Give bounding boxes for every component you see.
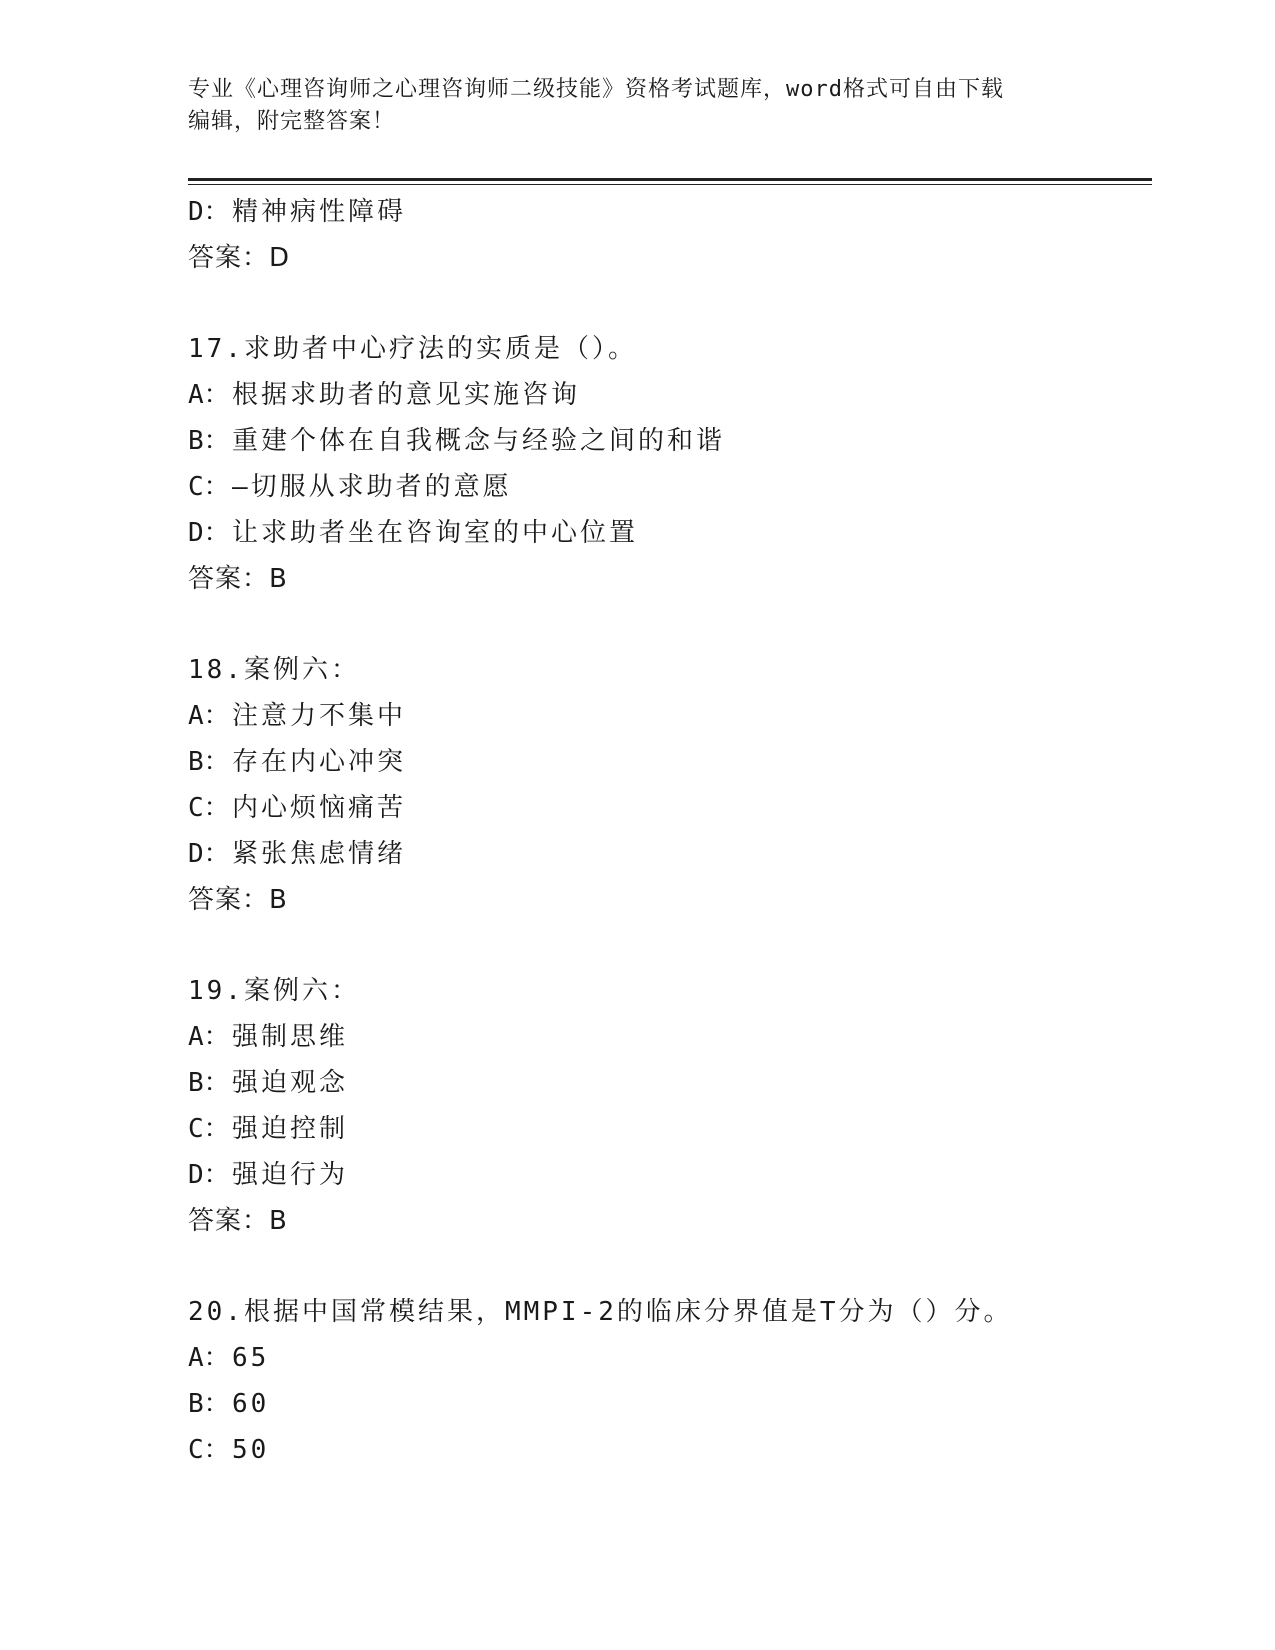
- question-text: 20.根据中国常模结果，MMPI-2的临床分界值是T分为（）分。: [188, 1297, 1013, 1327]
- question-list: [188, 189, 1148, 1473]
- question-text: 17.求助者中心疗法的实质是（）。: [188, 334, 637, 364]
- question-text: 19.案例六：: [188, 976, 360, 1006]
- option-b: B：60: [188, 1389, 270, 1419]
- answer-line: 答案：B: [188, 1206, 288, 1236]
- option-d: D：强迫行为: [188, 1160, 349, 1190]
- question-text: 18.案例六：: [188, 655, 360, 685]
- question-block: [188, 189, 1148, 281]
- header-line-1: 专业《心理咨询师之心理咨询师二级技能》资格考试题库，word格式可自由下载: [188, 77, 1004, 102]
- option-b: B：重建个体在自我概念与经验之间的和谐: [188, 426, 726, 456]
- document-header: [188, 74, 1088, 138]
- option-d: D：精神病性障碍: [188, 197, 407, 227]
- option-d: D：让求助者坐在咨询室的中心位置: [188, 518, 639, 548]
- question-block: [188, 647, 1148, 923]
- question-block: [188, 968, 1148, 1244]
- question-block: [188, 1289, 1148, 1473]
- option-a: A：根据求助者的意见实施咨询: [188, 380, 581, 410]
- question-block: [188, 326, 1148, 602]
- answer-line: 答案：B: [188, 885, 288, 915]
- option-b: B：强迫观念: [188, 1068, 349, 1098]
- header-line-2: 编辑，附完整答案！: [188, 109, 396, 134]
- option-c: C：强迫控制: [188, 1114, 349, 1144]
- answer-line: 答案：D: [188, 243, 291, 273]
- header-divider: [188, 178, 1152, 181]
- option-a: A：65: [188, 1343, 270, 1373]
- option-b: B：存在内心冲突: [188, 747, 407, 777]
- option-a: A：注意力不集中: [188, 701, 407, 731]
- answer-line: 答案：B: [188, 564, 288, 594]
- option-d: D：紧张焦虑情绪: [188, 839, 407, 869]
- option-c: C：内心烦恼痛苦: [188, 793, 407, 823]
- option-a: A：强制思维: [188, 1022, 349, 1052]
- option-c: C：50: [188, 1435, 270, 1465]
- option-c: C：—切服从求助者的意愿: [188, 472, 512, 502]
